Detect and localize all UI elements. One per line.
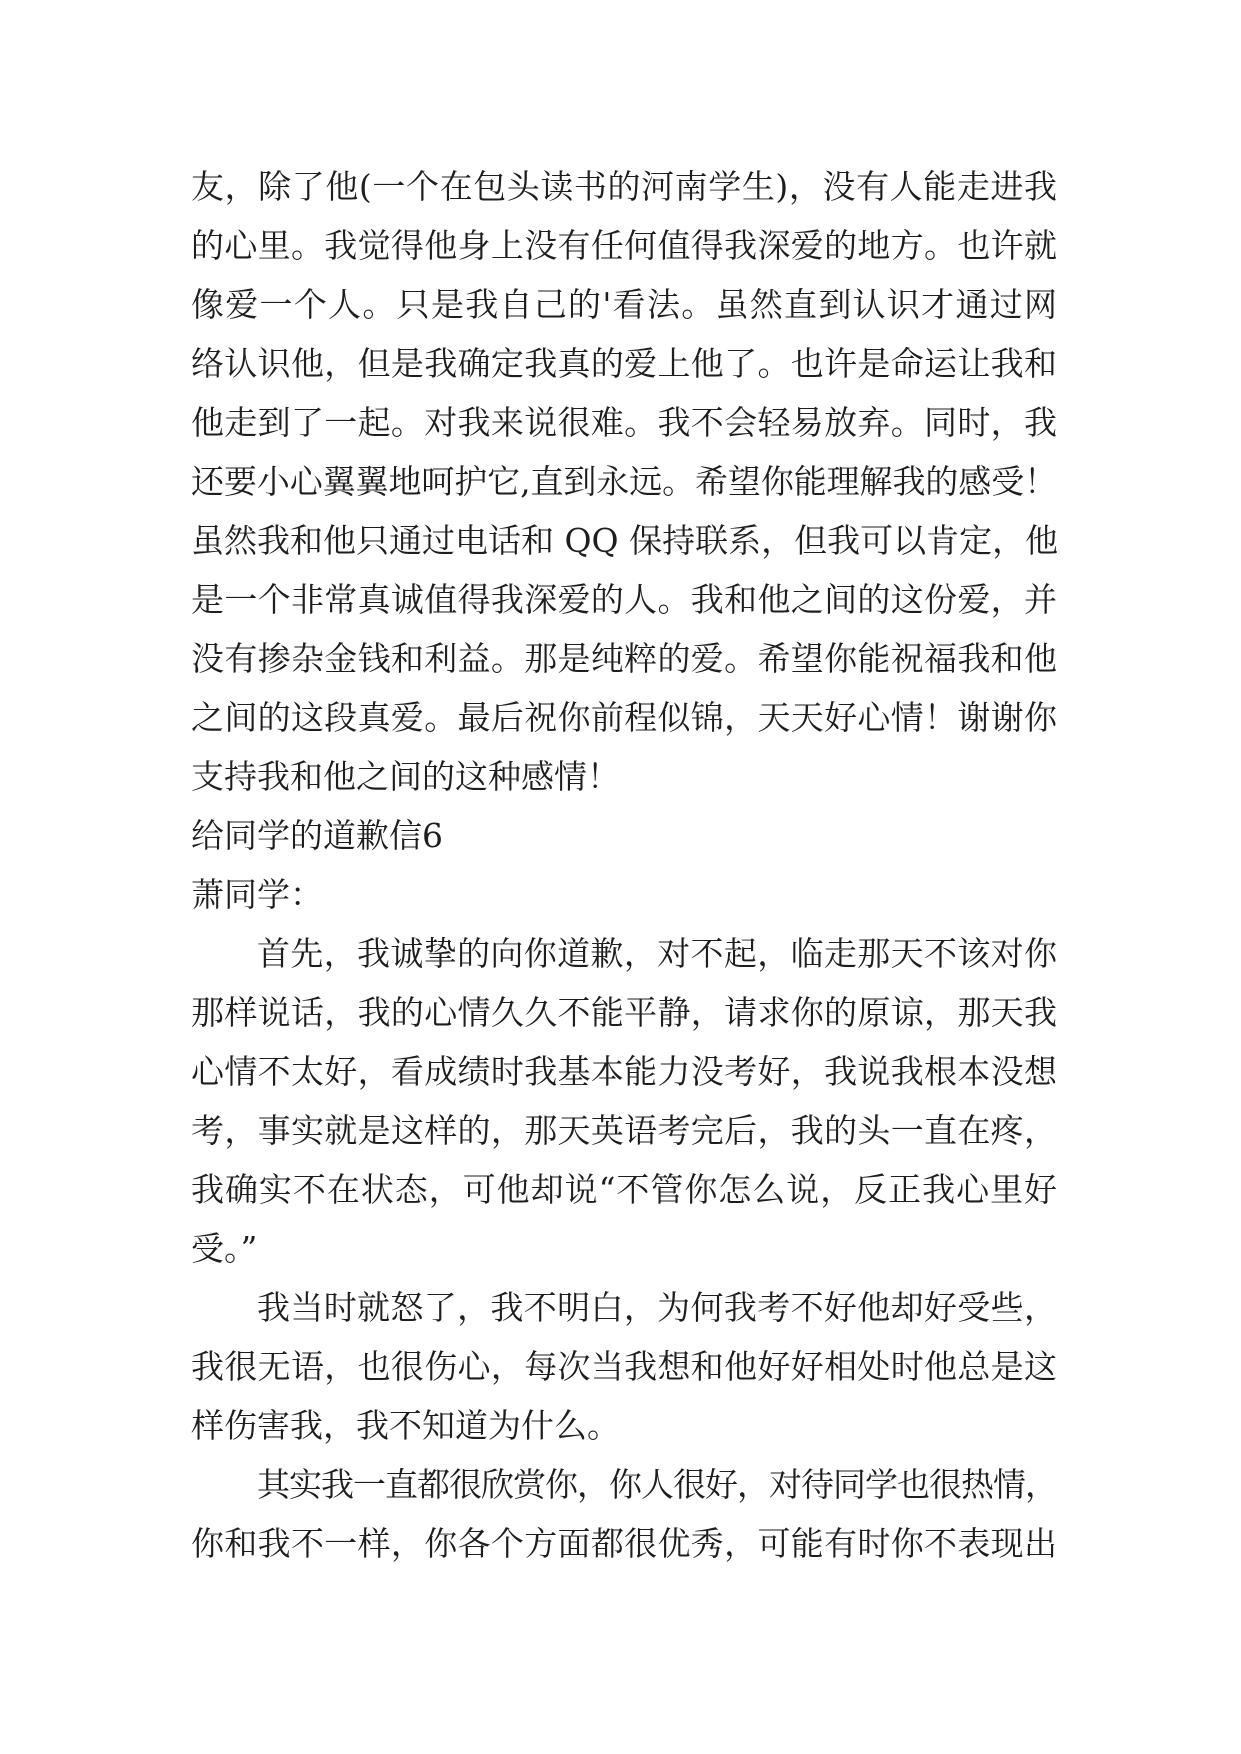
text-line: 那样说话，我的心情久久不能平静，请求你的原谅，那天我 <box>191 993 1057 1032</box>
text-line: 支持我和他之间的这种感情！ <box>191 757 620 796</box>
text-line: 没有掺杂金钱和利益。那是纯粹的爱。希望你能祝福我和他 <box>191 639 1057 678</box>
text-line: 我很无语，也很伤心，每次当我想和他好好相处时他总是这 <box>191 1347 1057 1386</box>
letter-paragraph <box>191 1455 1057 1573</box>
salutation: 萧同学： <box>191 875 323 914</box>
letter-paragraph <box>191 924 1057 1278</box>
text-line: 心情不太好，看成绩时我基本能力没考好，我说我根本没想 <box>191 1052 1057 1091</box>
text-line: 其实我一直都很欣赏你，你人很好，对待同学也很热情， <box>257 1465 1057 1504</box>
text-line: 还要小心翼翼地呵护它,直到永远。希望你能理解我的感受！ <box>191 462 1057 501</box>
letter-paragraph <box>191 1278 1057 1455</box>
text-line: 络认识他，但是我确定我真的爱上他了。也许是命运让我和 <box>191 344 1057 383</box>
text-line: 他走到了一起。对我来说很难。我不会轻易放弃。同时，我 <box>191 403 1057 442</box>
document-body <box>191 157 1057 1573</box>
text-line: 我当时就怒了，我不明白，为何我考不好他却好受些， <box>257 1288 1057 1327</box>
letter-title: 给同学的道歉信6 <box>191 816 443 855</box>
text-line: 像爱一个人。只是我自己的'看法。虽然直到认识才通过网 <box>191 285 1057 324</box>
text-line: 考，事实就是这样的，那天英语考完后，我的头一直在疼， <box>191 1111 1057 1150</box>
text-line: 之间的这段真爱。最后祝你前程似锦，天天好心情！谢谢你 <box>191 698 1057 737</box>
text-line: 我确实不在状态，可他却说“不管你怎么说，反正我心里好 <box>191 1170 1057 1209</box>
text-line: 首先，我诚挚的向你道歉，对不起，临走那天不该对你 <box>257 934 1057 973</box>
text-line: 的心里。我觉得他身上没有任何值得我深爱的地方。也许就 <box>191 226 1057 265</box>
continuation-paragraph <box>191 157 1057 806</box>
text-line: 你和我不一样，你各个方面都很优秀，可能有时你不表现出 <box>191 1524 1057 1563</box>
text-line: 受。” <box>191 1229 258 1268</box>
text-line: 虽然我和他只通过电话和 QQ 保持联系，但我可以肯定，他 <box>191 521 1059 560</box>
text-line: 友，除了他(一个在包头读书的河南学生)，没有人能走进我 <box>191 167 1057 206</box>
text-line: 样伤害我，我不知道为什么。 <box>191 1406 620 1445</box>
text-line: 是一个非常真诚值得我深爱的人。我和他之间的这份爱，并 <box>191 580 1057 619</box>
